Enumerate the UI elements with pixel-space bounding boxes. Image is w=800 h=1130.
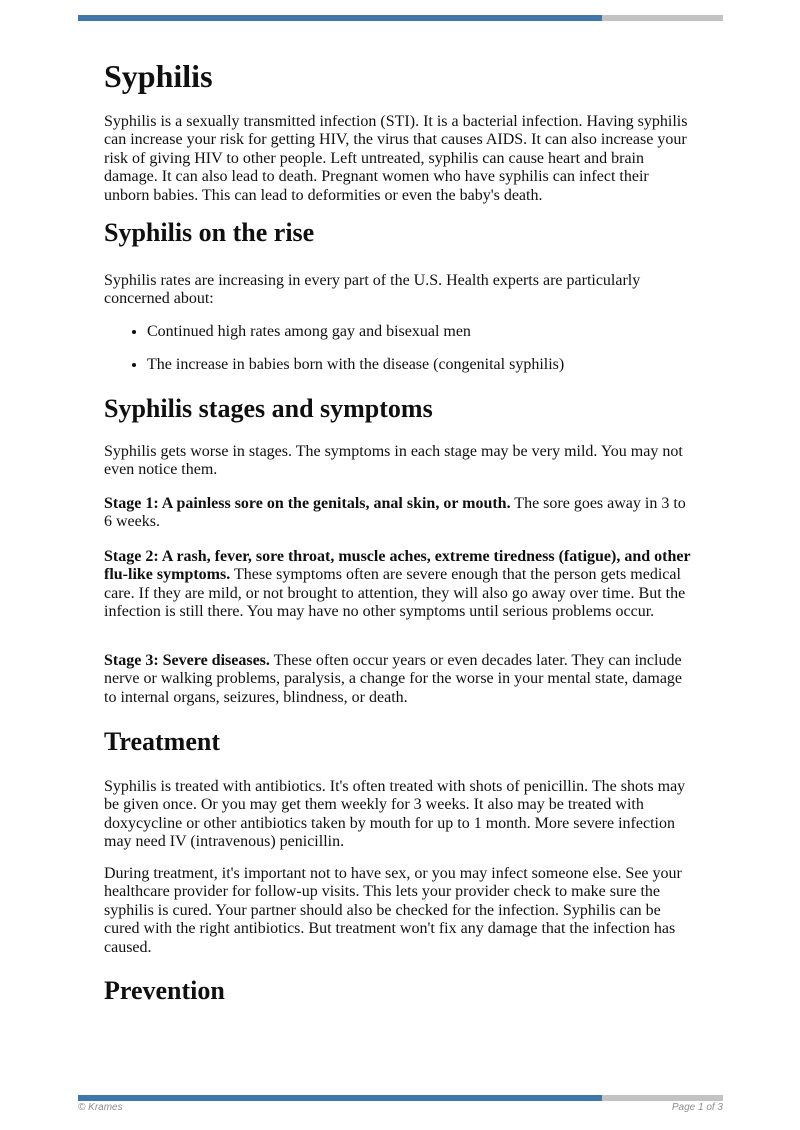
footer-copyright: © Krames (78, 1102, 123, 1113)
footer-accent-bar-blue-segment (78, 1095, 602, 1101)
section-heading-treatment: Treatment (104, 727, 220, 756)
section-heading-on-the-rise: Syphilis on the rise (104, 218, 315, 247)
treatment-paragraph-2: During treatment, it's important not to have sex, or you may infect someone else. See your healthcare provider for follow-up visits. This lets your provider check to make sure the syphilis is cured. Your partner should also be checked for the infection. Syphilis can be cured with the right antibiotics. But treatment won't fix any damage that the infection has caused. (104, 865, 682, 956)
header-accent-bar-blue-segment (78, 15, 602, 21)
stage-2-lead: Stage 2: A rash, fever, sore throat, muscle aches, extreme tiredness (fatigue), and other flu-like symptoms. (104, 548, 691, 584)
stage-3-paragraph (104, 652, 696, 707)
concern-bullet-list (104, 323, 739, 374)
bullet-item-gay-bisexual-men: • Continued high rates among gay and bisexual men (147, 323, 739, 341)
header-accent-bar-gray-segment (602, 15, 723, 21)
stage-2-rest: These symptoms often are severe enough that the person gets medical care. If they are mild, or not brought to attention, they will also go away over time. But the infection is still there. You may have no other symptoms until serious problems occur. (104, 566, 686, 621)
stage-3-lead: Stage 3: Severe diseases. (104, 652, 270, 669)
header-accent-bar (78, 15, 723, 21)
stages-intro-paragraph: Syphilis gets worse in stages. The symptoms in each stage may be very mild. You may not even notice them. (104, 443, 683, 479)
stage-3-rest: These often occur years or even decades later. They can include nerve or walking problems, paralysis, a change for the worse in your mental state, damage to internal organs, seizures, blindness, or death. (104, 652, 683, 706)
page-title: Syphilis (104, 58, 213, 94)
footer (78, 1102, 723, 1113)
footer-accent-bar-gray-segment (602, 1095, 723, 1101)
stage-2-paragraph (104, 548, 696, 622)
treatment-paragraph-1: Syphilis is treated with antibiotics. It's often treated with shots of penicillin. The shots may be given once. Or you may get them weekly for 3 weeks. It also may be treated with doxycycline or other antibiotics taken by mouth for up to 1 month. More severe infection may need IV (intravenous) penicillin. (104, 778, 686, 851)
stage-1-lead: Stage 1: A painless sore on the genitals, anal skin, or mouth. (104, 495, 511, 512)
bullet-item-congenital-syphilis: • The increase in babies born with the disease (congenital syphilis) (147, 356, 739, 374)
intro-paragraph: Syphilis is a sexually transmitted infection (STI). It is a bacterial infection. Having syphilis can increase your risk for getting HIV, the virus that causes AIDS. It can also increase your risk of giving HIV to other people. Left untreated, syphilis can cause heart and brain damage. It can also lead to death. Pregnant women who have syphilis can infect their unborn babies. This can lead to deformities or even the baby's death. (104, 113, 688, 204)
footer-accent-bar (78, 1095, 723, 1101)
on-the-rise-paragraph: Syphilis rates are increasing in every part of the U.S. Health experts are particularly concerned about: (104, 272, 641, 308)
section-heading-stages-symptoms: Syphilis stages and symptoms (104, 394, 433, 423)
section-heading-prevention: Prevention (104, 976, 225, 1005)
stage-1-paragraph (104, 495, 696, 532)
footer-page-number: Page 1 of 3 (671, 1102, 723, 1113)
stage-1-rest: The sore goes away in 3 to 6 weeks. (104, 495, 686, 531)
